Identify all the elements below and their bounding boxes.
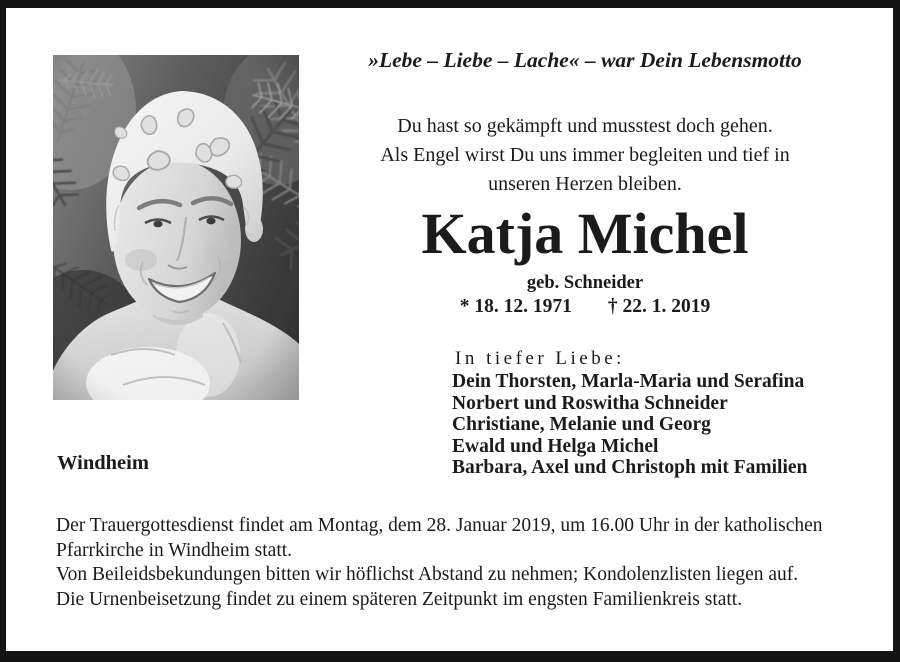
frame-border-top (0, 0, 900, 8)
birth-date: * 18. 12. 1971 (459, 296, 572, 317)
photo-vignette (53, 55, 299, 400)
mourner-line: Dein Thorsten, Marla-Maria und Serafina (452, 371, 805, 392)
mourner-line: Barbara, Axel und Christoph mit Familien (452, 457, 808, 478)
mourner-line: Christiane, Melanie und Georg (452, 414, 711, 435)
mourner-line: Norbert und Roswitha Schneider (452, 392, 728, 414)
frame-border-left (0, 0, 6, 662)
maiden-name: geb. Schneider (526, 273, 644, 293)
funeral-details (56, 514, 868, 612)
death-date: † 22. 1. 2019 (607, 296, 711, 317)
funeral-details-line: Von Beileidsbekundungen bitten wir höflichst Abstand zu nehmen; Kondolenzlisten liegen auf. (56, 564, 799, 586)
mourners-heading: In tiefer Liebe: (455, 348, 625, 369)
portrait-photo-graphic (53, 55, 299, 400)
farewell-verse-line: Du hast so gekämpft und musstest doch gehen. (397, 115, 773, 137)
farewell-verse-line: unseren Herzen bleiben. (488, 173, 682, 195)
life-motto: »Lebe – Liebe – Lache« – war Dein Lebensmotto (368, 48, 802, 72)
portrait-photo (53, 55, 299, 400)
funeral-details-line: Die Urnenbeisetzung findet zu einem späteren Zeitpunkt im engsten Familienkreis statt. (56, 588, 743, 610)
frame-border-bottom (0, 651, 900, 662)
place-name: Windheim (57, 452, 149, 474)
farewell-verse (340, 112, 830, 199)
funeral-details-line: Pfarrkirche in Windheim statt. (56, 539, 293, 561)
life-dates (340, 295, 830, 319)
deceased-name: Katja Michel (421, 201, 749, 266)
mourner-line: Ewald und Helga Michel (452, 435, 659, 457)
frame-border-right (893, 0, 900, 662)
farewell-verse-line: Als Engel wirst Du uns immer begleiten und tief in (380, 144, 790, 166)
funeral-details-line: Der Trauergottesdienst findet am Montag, dem 28. Januar 2019, um 16.00 Uhr in der katholischen (56, 515, 823, 536)
mourners-list (452, 371, 807, 479)
